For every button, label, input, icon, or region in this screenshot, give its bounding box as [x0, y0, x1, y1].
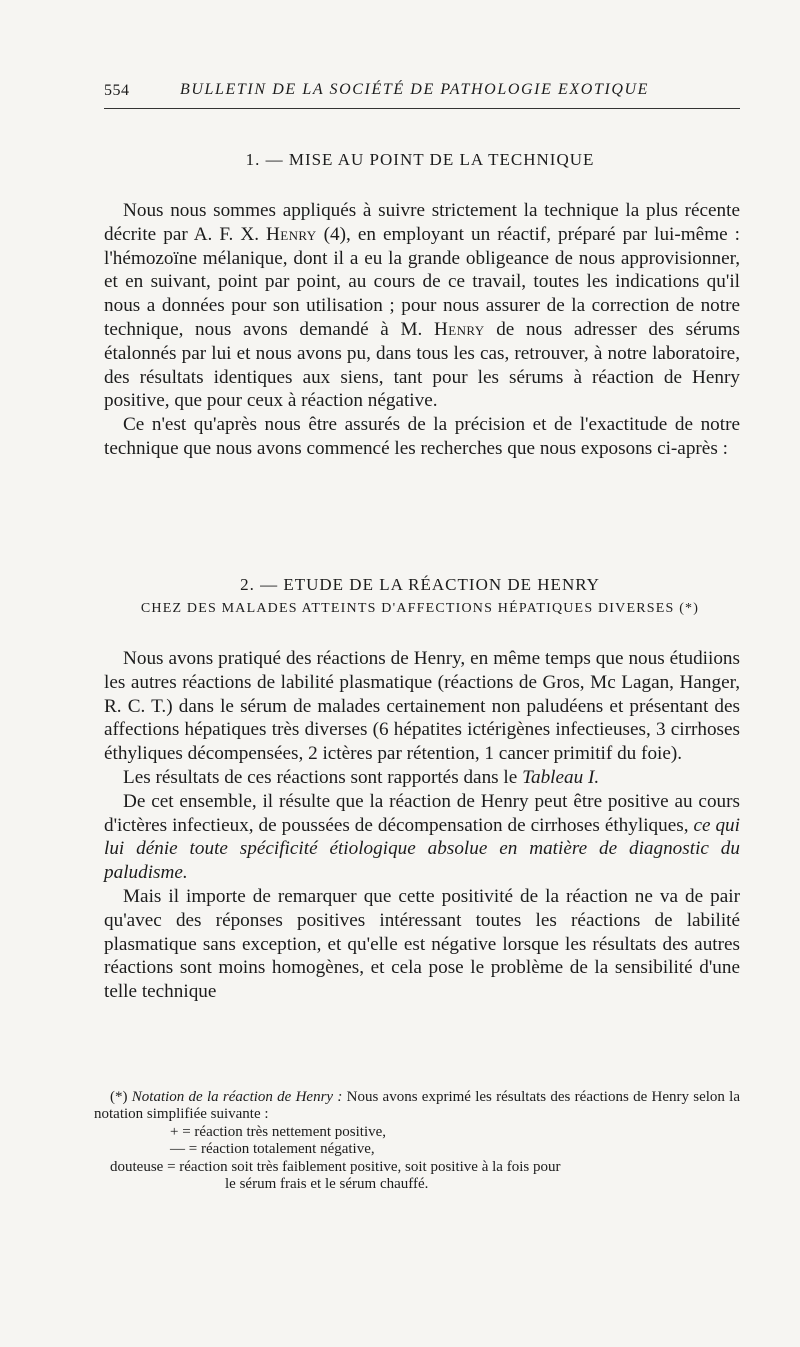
section-2-body: [104, 647, 740, 1004]
paragraph: Les résultats de ces réactions sont rapportés dans le Tableau I.: [123, 766, 600, 788]
footnote-line: le sérum frais et le sérum chauffé.: [225, 1176, 429, 1193]
footnote-label: Notation de la réaction de Henry :: [131, 1089, 343, 1105]
footnote-marker: (*): [110, 1089, 128, 1105]
running-header: [104, 78, 740, 108]
section-2-subheading: CHEZ DES MALADES ATTEINTS D'AFFECTIONS HÉPATIQUES DIVERSES (*): [140, 601, 700, 616]
footnote-intro: (*) Notation de la réaction de Henry : Nous avons exprimé les résultats des réactions de Henry selon la notation simplifiée suivante :: [94, 1089, 741, 1123]
running-title: BULLETIN DE LA SOCIÉTÉ DE PATHOLOGIE EXOTIQUE: [180, 81, 650, 98]
paragraph: Ce n'est qu'après nous être assurés de la précision et de l'exactitude de notre technique que nous avons commencé les recherches que nous exposons ci-après :: [104, 414, 740, 459]
paragraph: De cet ensemble, il résulte que la réaction de Henry peut être positive au cours d'ictères infectieux, de poussées de décompensation de cirrhoses éthyliques, ce qui lui dénie toute spécificité étiologique absolue en matière de diagnostic du paludisme.: [104, 790, 740, 884]
header-rule: [104, 108, 740, 109]
paragraph: Nous nous sommes appliqués à suivre strictement la technique la plus récente décrite par A. F. X. Henry (4), en employant un réactif, préparé par lui-même : l'hémozoïne mélanique, dont il a eu la grande obligeance de nous approvisionner, et en suivant, point par point, au cours de ce travail, toutes les indications qu'il nous a données pour son utilisation ; pour nous assurer de la correction de notre technique, nous avons demandé à M. Henry de nous adresser des sérums étalonnés par lui et nous avons pu, dans tous les cas, retrouver, à notre laboratoire, des résultats identiques aux siens, tant pour les sérums à réaction de Henry positive, que pour ceux à réaction négative.: [104, 200, 741, 412]
section-1-heading: 1. — MISE AU POINT DE LA TECHNIQUE: [245, 150, 595, 169]
table-reference: Tableau I.: [522, 766, 600, 788]
paragraph: Mais il importe de remarquer que cette positivité de la réaction ne va de pair qu'avec des réponses positives intéressant toutes les réactions de labilité plasmatique sans exception, et qu'elle est négative lorsque les résultats des autres réactions sont moins homogènes, et cela pose le problème de la sensibilité d'une telle technique: [104, 885, 740, 1003]
author-name: Henry: [434, 318, 485, 340]
page-number: 554: [104, 82, 130, 99]
footnote-line: douteuse = réaction soit très faiblement positive, soit positive à la fois pour: [110, 1158, 561, 1175]
footnote-line: + = réaction très nettement positive,: [170, 1123, 387, 1140]
author-name: Henry: [266, 223, 317, 245]
paragraph: Nous avons pratiqué des réactions de Henry, en même temps que nous étudiions les autres réactions de labilité plasmatique (réactions de Gros, Mc Lagan, Hanger, R. C. T.) dans le sérum de malades certainement non paludéens et présentant des affections hépatiques très diverses (6 hépatites ictérigènes infectieuses, 3 cirrhoses éthyliques décompensées, 2 ictères par rétention, 1 cancer primitif du foie).: [104, 648, 740, 765]
emphasis: ce qui lui dénie toute spécificité étiologique absolue en matière de diagnostic du paludisme.: [104, 814, 740, 884]
footnote-line: — = réaction totalement négative,: [170, 1141, 375, 1158]
section-2-heading: 2. — ETUDE DE LA RÉACTION DE HENRY: [240, 575, 600, 594]
section-1-body: [104, 199, 740, 461]
footnote: [94, 1089, 740, 1193]
